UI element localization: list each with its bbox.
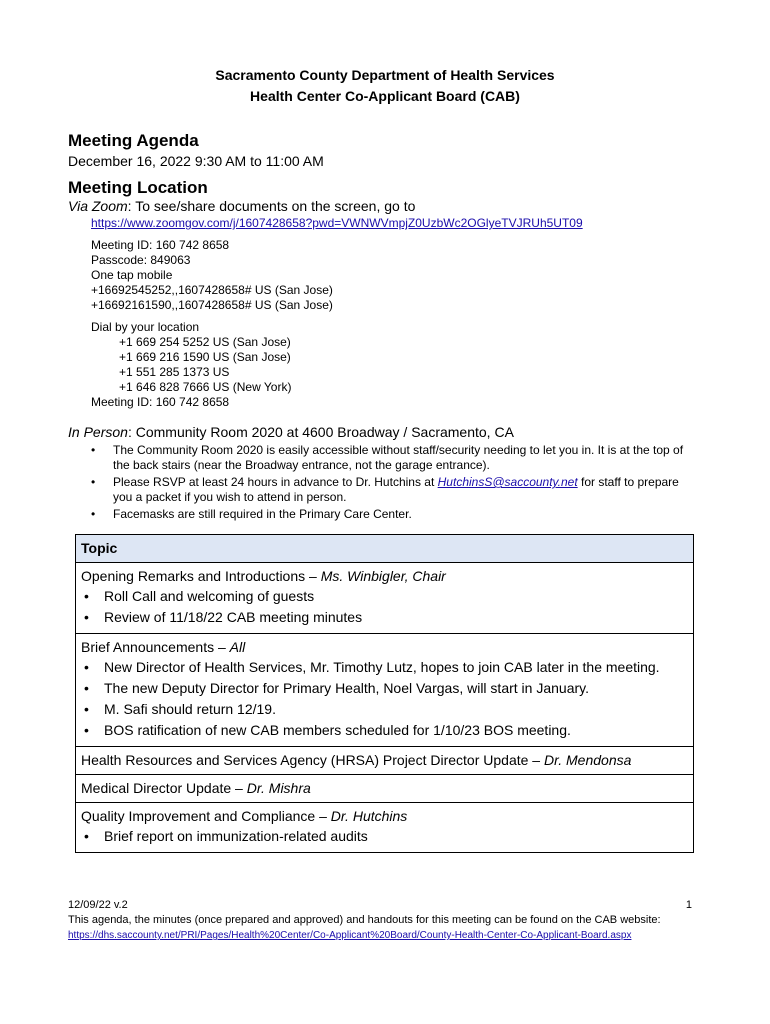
topic-title: Brief Announcements – (81, 639, 230, 655)
dial-number: +1 551 285 1373 US (119, 365, 230, 379)
footer-note: This agenda, the minutes (once prepared and approved) and handouts for this meeting can be found on the CAB website: (68, 914, 661, 926)
table-row (76, 563, 694, 634)
topic-quality (76, 803, 694, 853)
list-item: • Roll Call and welcoming of guests (81, 587, 688, 606)
in-person-line (68, 424, 514, 440)
zoom-details (91, 238, 333, 313)
tap-number-1: +16692545252,,1607428658# US (San Jose) (91, 283, 333, 297)
topic-title: Health Resources and Services Agency (HRSA) Project Director Update – (81, 752, 544, 768)
topic-presenter: Dr. Mishra (246, 780, 311, 796)
list-item: • Review of 11/18/22 CAB meeting minutes (81, 608, 688, 627)
email-link[interactable]: HutchinsS@saccounty.net (437, 475, 578, 489)
dial-number: +1 669 254 5252 US (San Jose) (119, 335, 291, 349)
list-item: • The Community Room 2020 is easily accessible without staff/security needing to let you in. It is at the top of the back stairs (near the Broadway entrance, not the garage entrance). (91, 443, 691, 473)
list-item: • BOS ratification of new CAB members scheduled for 1/10/23 BOS meeting. (81, 721, 688, 740)
document-header (0, 65, 770, 107)
zoom-intro (68, 198, 415, 214)
topic-medical (76, 775, 694, 803)
table-row (76, 803, 694, 853)
list-item: • The new Deputy Director for Primary Health, Noel Vargas, will start in January. (81, 679, 688, 698)
list-item (91, 475, 691, 505)
one-tap-label: One tap mobile (91, 268, 173, 282)
table-header-row (76, 535, 694, 563)
topic-title: Quality Improvement and Compliance – (81, 808, 331, 824)
in-person-label: In Person (68, 424, 128, 440)
dial-label: Dial by your location (91, 320, 200, 334)
table-row (76, 775, 694, 803)
meeting-id: Meeting ID: 160 742 8658 (91, 238, 230, 252)
dial-number: +1 646 828 7666 US (New York) (119, 380, 292, 394)
rsvp-text-end: for staff to prepare you a packet if you wish to attend in person. (113, 475, 679, 504)
tap-number-2: +16692161590,,1607428658# US (San Jose) (91, 298, 333, 312)
version-label: 12/09/22 v.2 (68, 899, 128, 911)
cab-website-link[interactable]: https://dhs.saccounty.net/PRI/Pages/Health%20Center/Co-Applicant%20Board/County-Health-Center-Co-Applicant-Board.aspx (68, 930, 632, 941)
table-row (76, 747, 694, 775)
department-name: Sacramento County Department of Health Services (215, 67, 555, 83)
topic-hrsa (76, 747, 694, 775)
meeting-id-repeat: Meeting ID: 160 742 8658 (91, 395, 230, 409)
dial-number: +1 669 216 1590 US (San Jose) (119, 350, 291, 364)
list-item: • Brief report on immunization-related audits (81, 827, 688, 846)
topic-header: Topic (76, 535, 694, 563)
board-name: Health Center Co-Applicant Board (CAB) (250, 88, 520, 104)
topic-presenter: All (229, 639, 246, 655)
topic-opening (76, 563, 694, 634)
topic-presenter: Ms. Winbigler, Chair (320, 568, 446, 584)
topics-table (75, 534, 694, 853)
list-item: • M. Safi should return 12/19. (81, 700, 688, 719)
in-person-notes (91, 443, 691, 524)
rsvp-text: Please RSVP at least 24 hours in advance to Dr. Hutchins at (113, 475, 438, 489)
meeting-date: December 16, 2022 9:30 AM to 11:00 AM (68, 153, 324, 169)
zoom-link[interactable]: https://www.zoomgov.com/j/1607428658?pwd=VWNWVmpjZ0UzbWc2OGlyeTVJRUh5UT09 (91, 216, 583, 230)
in-person-address: : Community Room 2020 at 4600 Broadway / Sacramento, CA (127, 424, 514, 440)
topic-title: Medical Director Update – (81, 780, 247, 796)
dial-details (91, 320, 291, 410)
passcode: Passcode: 849063 (91, 253, 191, 267)
agenda-title: Meeting Agenda (68, 131, 199, 150)
zoom-text: : To see/share documents on the screen, go to (127, 198, 416, 214)
topic-title: Opening Remarks and Introductions – (81, 568, 321, 584)
location-title: Meeting Location (68, 178, 208, 197)
page-footer (68, 898, 692, 943)
page-number: 1 (685, 899, 692, 911)
topic-presenter: Dr. Hutchins (330, 808, 408, 824)
list-item: • New Director of Health Services, Mr. Timothy Lutz, hopes to join CAB later in the meeting. (81, 658, 688, 677)
topic-presenter: Dr. Mendonsa (543, 752, 632, 768)
list-item: • Facemasks are still required in the Primary Care Center. (91, 507, 691, 522)
zoom-label: Via Zoom (68, 198, 128, 214)
table-row (76, 634, 694, 747)
topic-announcements (76, 634, 694, 747)
